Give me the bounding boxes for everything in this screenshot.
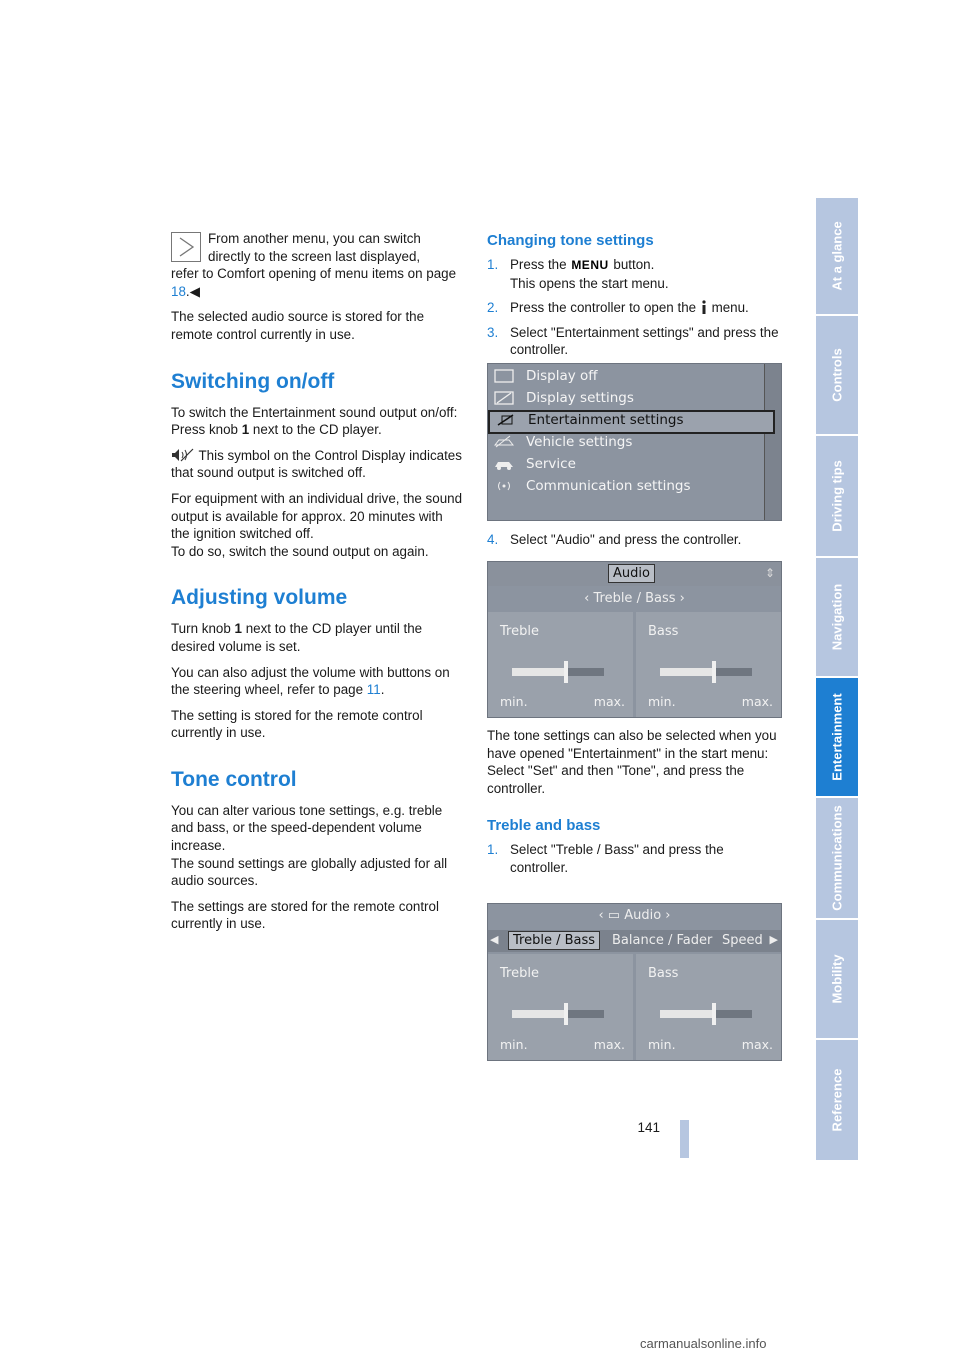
treble-fill — [512, 1010, 567, 1018]
arrow-left-icon: ◀ — [490, 934, 499, 946]
audio-title: Audio — [624, 908, 662, 923]
step-number: 1. — [487, 842, 499, 858]
page-bar — [680, 1120, 689, 1158]
subtitle-text: Treble / Bass — [593, 591, 676, 606]
selected-source-text: The selected audio source is stored for the remote control currently in use. — [171, 309, 425, 342]
step-text: Press the — [510, 257, 567, 272]
tone-heading: Tone control — [171, 767, 297, 791]
switching-p1c: next to the CD player. — [252, 422, 382, 438]
volume-p3: The setting is stored for the remote control currently in use. — [171, 707, 423, 741]
bass-knob — [712, 1003, 716, 1025]
bass-fill — [660, 1010, 715, 1018]
tab-communications[interactable] — [816, 798, 858, 920]
treble-panel — [488, 612, 633, 717]
tab-label: At a glance — [829, 221, 845, 291]
menu-item-service — [494, 456, 576, 476]
note-line2: directly to the screen last displayed, — [208, 248, 421, 264]
tab-balance-fader: Balance / Fader — [612, 933, 713, 948]
steps-list — [487, 256, 782, 359]
after-screen-text — [487, 727, 782, 884]
treble-panel — [488, 954, 633, 1060]
tab-driving-tips[interactable] — [816, 436, 858, 558]
note-text: refer to Comfort opening of menu items on page — [171, 266, 457, 282]
step-number: 3. — [487, 324, 499, 340]
vehicle-settings-icon — [494, 435, 514, 449]
info-icon — [700, 300, 708, 314]
chapter-tabs — [816, 198, 858, 1160]
switching-p2: This symbol on the Control Display indicates that sound output is switched off. — [171, 447, 462, 481]
car-icon — [494, 457, 514, 471]
tab-label: Driving tips — [829, 460, 845, 532]
tab-reference[interactable] — [816, 1040, 858, 1162]
bass-slider — [660, 1010, 752, 1018]
step-text: menu. — [711, 300, 749, 316]
tab-at-a-glance[interactable] — [816, 198, 858, 316]
min-label: min. — [648, 1037, 676, 1052]
tab-mobility[interactable] — [816, 920, 858, 1040]
max-label: max. — [741, 694, 773, 709]
treble-knob — [564, 661, 568, 683]
min-label: min. — [648, 694, 676, 709]
tone-p2: The settings are stored for the remote control currently in use. — [171, 898, 439, 932]
tab-label: Controls — [829, 348, 845, 402]
step-1 — [487, 256, 782, 292]
tab-label: Reference — [829, 1068, 845, 1132]
knob-number: 1 — [241, 422, 250, 438]
bass-fill — [660, 668, 715, 676]
tab-strip — [488, 930, 781, 952]
sound-off-icon — [171, 448, 195, 462]
page-number: 141 — [637, 1120, 660, 1135]
step-text: button. — [613, 257, 655, 272]
screen-title: ‹ ▭ Audio › — [598, 908, 671, 923]
volume-p2: You can also adjust the volume with buttons on the steering wheel, refer to page — [171, 664, 450, 698]
step-text: Select "Entertainment settings" and press the controller. — [510, 324, 779, 358]
switching-p1: To switch the Entertainment sound output on/off: — [171, 404, 458, 420]
step-4-block — [487, 531, 782, 556]
note-triangle-icon — [171, 232, 201, 262]
tab-speed: Speed — [722, 933, 763, 948]
bass-panel — [636, 954, 781, 1060]
tab-navigation[interactable] — [816, 558, 858, 678]
menu-button-glyph: MENU — [570, 257, 609, 275]
bass-panel — [636, 612, 781, 717]
menu-item-communication-settings — [494, 478, 691, 498]
note-line1: From another menu, you can switch — [208, 231, 421, 246]
volume-p1b: next to the CD player until the desired volume is set. — [171, 621, 423, 654]
tab-controls[interactable] — [816, 316, 858, 436]
after-text-1: The tone settings can also be selected when you have opened "Entertainment" in the start menu: — [487, 728, 777, 761]
volume-p1a: Turn knob — [171, 621, 231, 637]
menu-item-display-settings — [494, 390, 634, 410]
menu-label: Vehicle settings — [526, 434, 633, 450]
step-text: Select "Treble / Bass" and press the controller. — [510, 842, 724, 875]
step-2 — [487, 299, 782, 317]
treble-bass-screen — [487, 903, 782, 1061]
max-label: max. — [593, 1037, 625, 1052]
period: . — [380, 682, 385, 698]
menu-label: Display settings — [526, 390, 634, 406]
antenna-icon — [494, 479, 514, 493]
menu-label: Communication settings — [526, 478, 691, 494]
screen-scrollbar — [764, 364, 781, 520]
menu-item-entertainment-settings — [488, 410, 775, 434]
changing-tone-heading: Changing tone settings — [487, 232, 654, 249]
note-block — [171, 230, 463, 300]
settings-menu-screen — [487, 363, 782, 521]
step-4 — [487, 531, 782, 549]
controller-icon: ⇕ — [764, 566, 775, 580]
volume-heading: Adjusting volume — [171, 586, 348, 610]
step-3 — [487, 324, 782, 359]
switching-heading: Switching on/off — [171, 369, 335, 393]
tone-p1b: The sound settings are globally adjusted for all audio sources. — [171, 855, 448, 889]
tab-entertainment[interactable] — [816, 678, 858, 798]
bass-label: Bass — [648, 966, 679, 981]
treble-label: Treble — [500, 624, 539, 639]
switching-p1b: Press knob — [171, 422, 238, 438]
after-text-2: Select "Set" and then "Tone", and press the controller. — [487, 763, 745, 796]
step-number: 2. — [487, 300, 499, 316]
arrow-right-icon: ▶ — [769, 934, 778, 946]
menu-label: Entertainment settings — [528, 412, 684, 428]
menu-item-display-off — [494, 368, 598, 388]
display-off-icon — [494, 369, 514, 383]
bass-label: Bass — [648, 624, 679, 639]
knob-number: 1 — [234, 621, 242, 637]
bass-slider — [660, 668, 752, 676]
max-label: max. — [593, 694, 625, 709]
bass-knob — [712, 661, 716, 683]
right-column — [487, 230, 782, 367]
display-settings-icon — [494, 391, 514, 405]
step-text: Select "Audio" and press the controller. — [510, 532, 742, 547]
switching-p3: For equipment with an individual drive, the sound output is available for approx. 20 minutes with the ignition switched off. — [171, 490, 463, 542]
tab-treble-bass: Treble / Bass — [508, 931, 600, 950]
treble-bass-subtitle: ‹ Treble / Bass › — [584, 591, 685, 606]
tab-label: Communications — [829, 805, 845, 911]
step-text: This opens the start menu. — [510, 275, 669, 291]
watermark: carmanualsonline.info — [640, 1336, 767, 1351]
tone-p1: You can alter various tone settings, e.g. treble and bass, or the speed-dependent volume increase. — [171, 802, 443, 854]
page-link-11[interactable]: 11 — [366, 682, 381, 698]
step-number: 4. — [487, 532, 499, 547]
treble-label: Treble — [500, 966, 539, 981]
step-text: Press the controller to open the — [510, 300, 697, 316]
step-number: 1. — [487, 257, 499, 272]
treble-slider — [512, 668, 604, 676]
treble-fill — [512, 668, 567, 676]
menu-label: Display off — [526, 368, 598, 384]
switching-p3b: To do so, switch the sound output on again. — [171, 543, 429, 559]
menu-label: Service — [526, 456, 576, 472]
audio-screen — [487, 561, 782, 718]
treble-knob — [564, 1003, 568, 1025]
treble-slider — [512, 1010, 604, 1018]
tab-label: Navigation — [829, 583, 845, 651]
page-link-18[interactable]: 18 — [171, 283, 186, 299]
end-mark: .◀ — [185, 283, 200, 299]
tab-label: Entertainment — [829, 693, 845, 781]
entertainment-icon — [496, 413, 516, 427]
menu-item-vehicle-settings — [494, 434, 632, 454]
min-label: min. — [500, 1037, 528, 1052]
audio-tab: Audio — [608, 564, 655, 583]
max-label: max. — [741, 1037, 773, 1052]
min-label: min. — [500, 694, 528, 709]
tab-label: Mobility — [829, 954, 845, 1004]
left-column — [171, 230, 463, 941]
step-tb — [487, 841, 782, 876]
treble-bass-heading: Treble and bass — [487, 817, 601, 835]
